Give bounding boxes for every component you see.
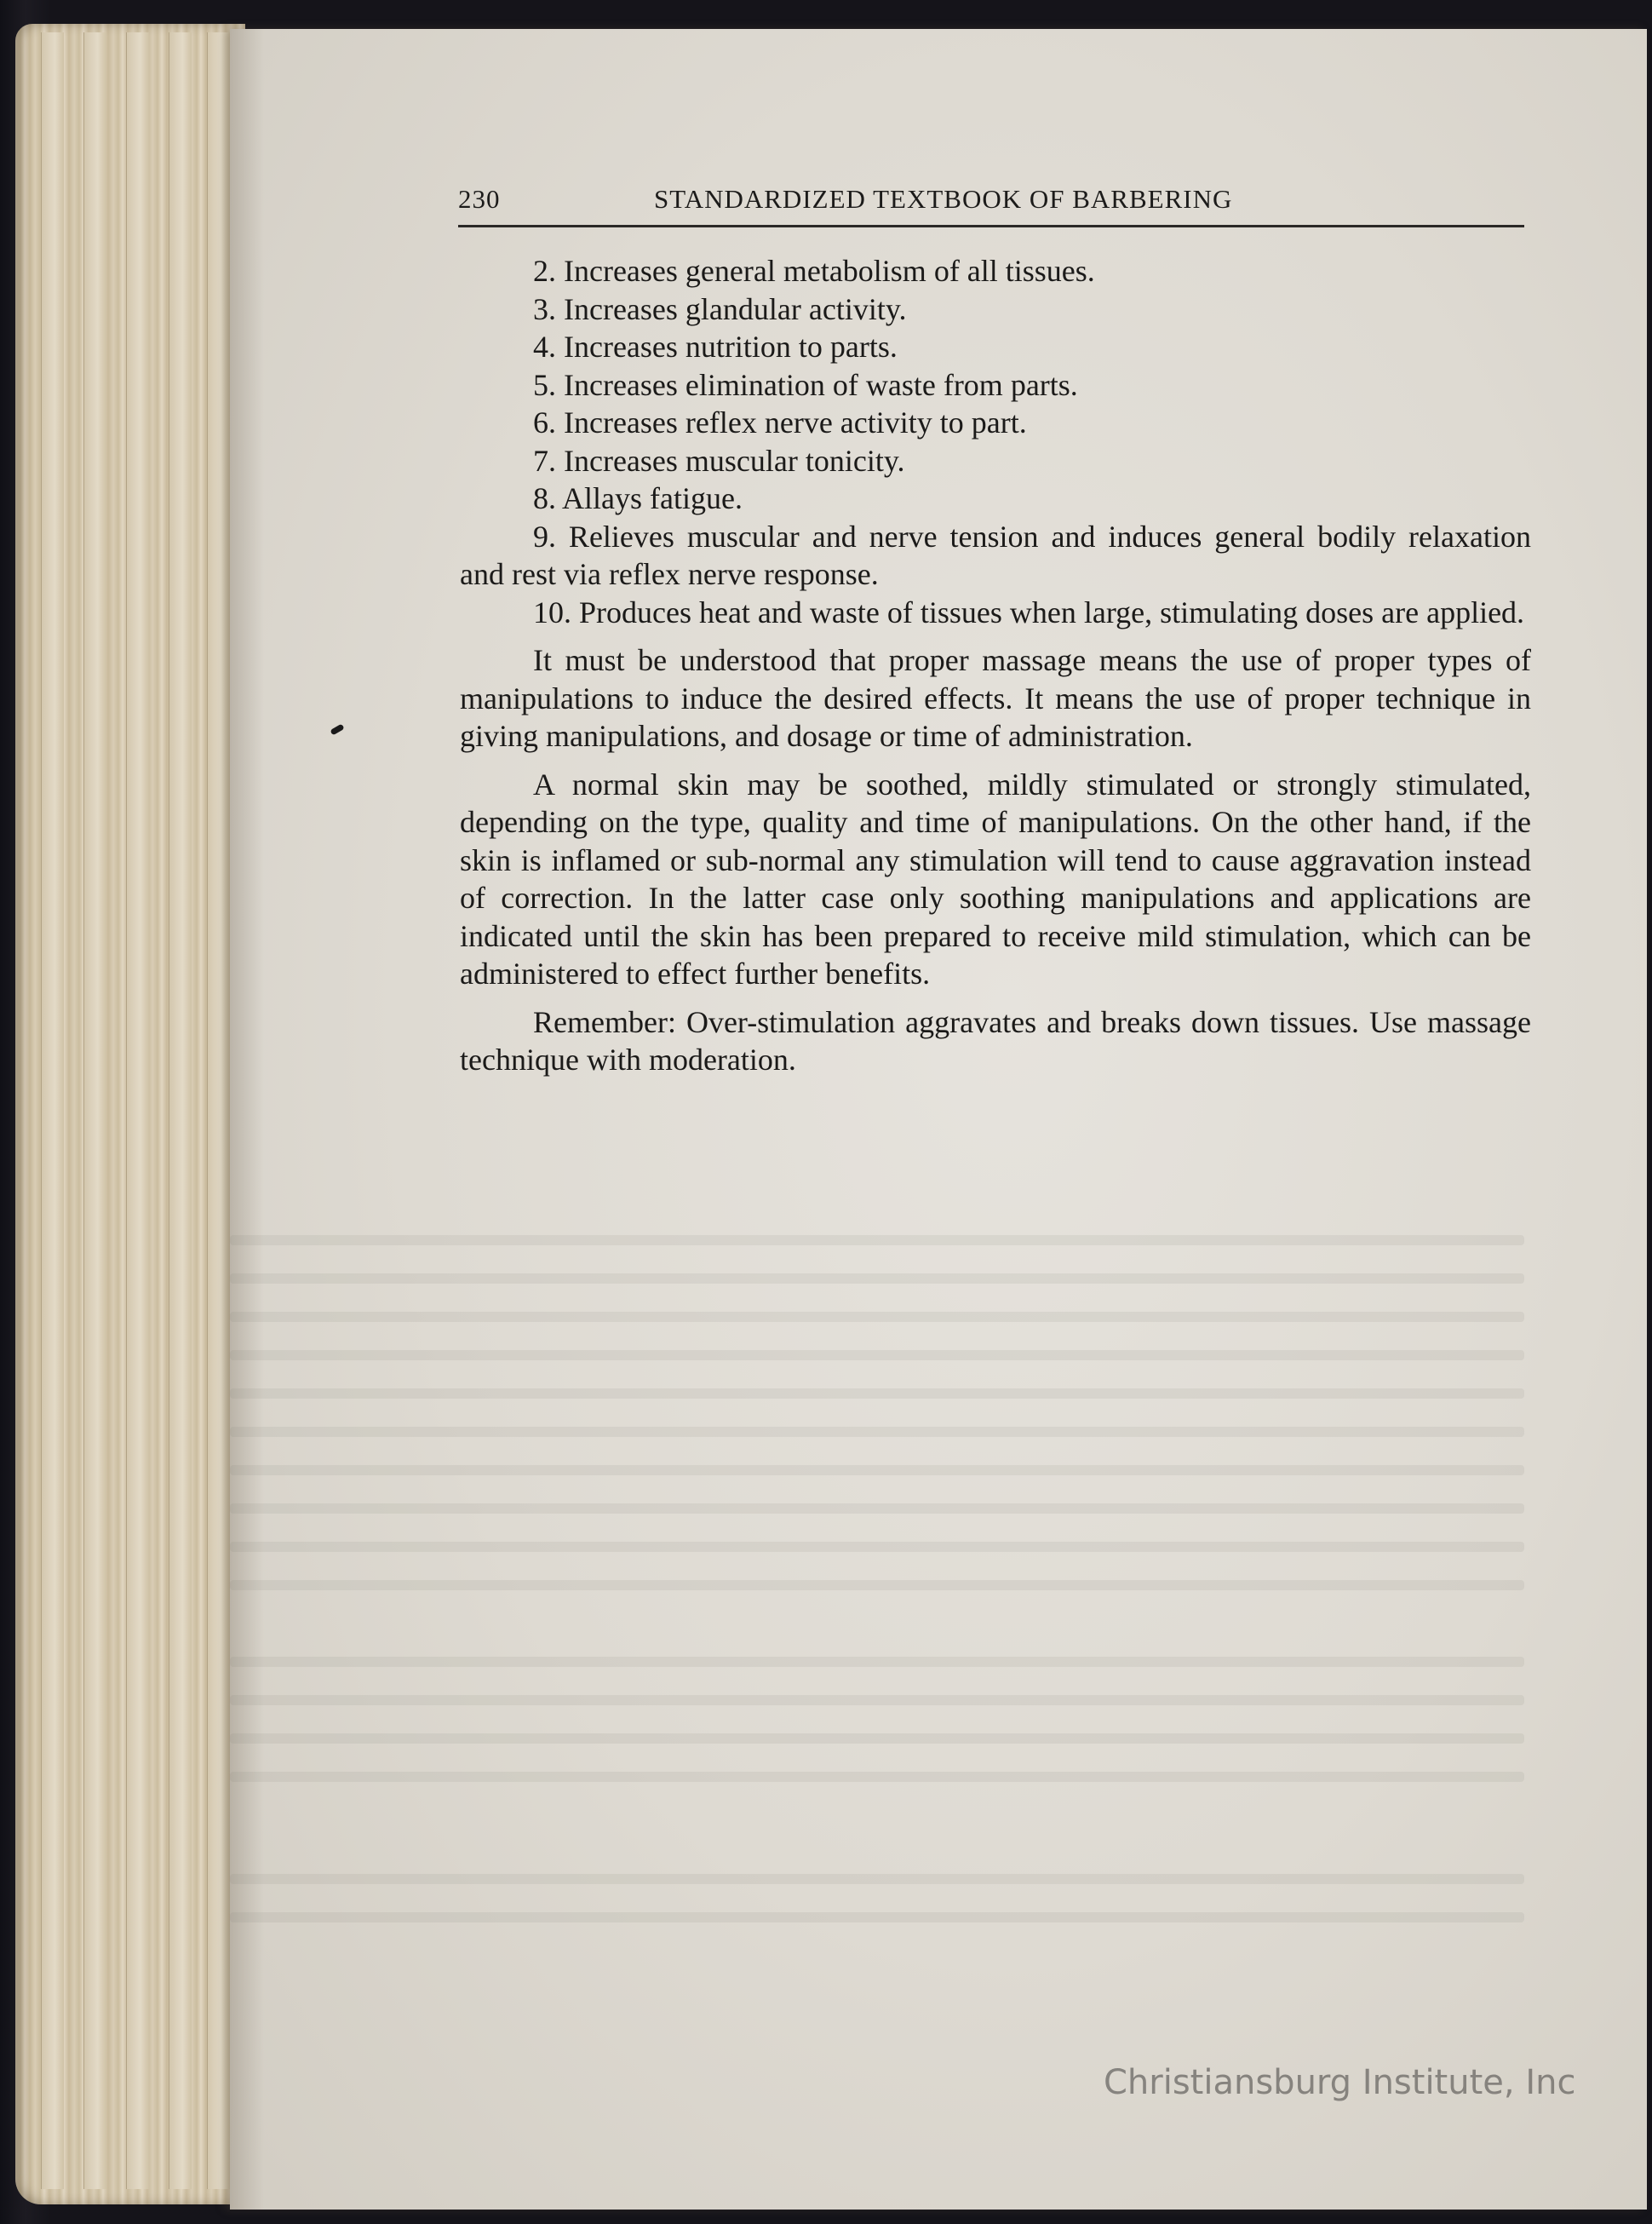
paragraph: It must be understood that proper massage means the use of proper types of manipulations to induce the desired effects. It means the use of proper technique in giving manipulations, and dosage or time of administration. — [460, 643, 1531, 753]
page-number: 230 — [458, 184, 501, 214]
running-title: STANDARDIZED TEXTBOOK OF BARBERING — [654, 184, 1233, 214]
list-item: 9. Relieves muscular and nerve tension and induces general bodily relaxation and rest via reflex nerve response. — [460, 519, 1531, 591]
bleed-through-line — [230, 1580, 1524, 1590]
bleed-through-line — [230, 1772, 1524, 1782]
paragraph-gap — [460, 756, 1531, 766]
list-item: 4. Increases nutrition to parts. — [533, 330, 898, 364]
list-item: 10. Produces heat and waste of tissues when large, stimulating doses are applied. — [533, 595, 1525, 629]
page-edge-strip — [41, 32, 64, 2189]
page-edges — [15, 24, 245, 2204]
bleed-through-line — [230, 1542, 1524, 1552]
list-item: 6. Increases reflex nerve activity to part. — [533, 405, 1027, 440]
list-item: 5. Increases elimination of waste from parts. — [533, 367, 1078, 402]
paragraph-gap — [460, 993, 1531, 1003]
bleed-through-line — [230, 1657, 1524, 1667]
list-item: 2. Increases general metabolism of all tissues. — [533, 254, 1095, 288]
page-edge-strip — [207, 32, 230, 2189]
watermark: Christiansburg Institute, Inc — [1104, 2063, 1576, 2102]
page-edge-strip — [83, 32, 106, 2189]
body-text — [460, 252, 1531, 1079]
bleed-through-line — [230, 1465, 1524, 1475]
bleed-through-line — [230, 1427, 1524, 1437]
paragraph: Remember: Over-stimulation aggravates and breaks down tissues. Use massage technique with moderation. — [460, 1004, 1531, 1077]
page-edge-strip — [126, 32, 149, 2189]
bleed-through-line — [230, 1503, 1524, 1514]
bleed-through-line — [230, 1350, 1524, 1360]
bleed-through-line — [230, 1733, 1524, 1744]
list-item: 7. Increases muscular tonicity. — [533, 443, 905, 478]
bleed-through-line — [230, 1874, 1524, 1884]
bleed-through-line — [230, 1695, 1524, 1705]
list-item: 3. Increases glandular activity. — [533, 291, 907, 326]
bleed-through-line — [230, 1388, 1524, 1399]
page-edge-strip — [169, 32, 192, 2189]
list-item: 8. Allays fatigue. — [533, 481, 743, 515]
bleed-through-line — [230, 1273, 1524, 1284]
page-header — [458, 181, 1524, 227]
paragraph: A normal skin may be soothed, mildly stimulated or strongly stimulated, depending on the type, quality and time of manipulations. On the other hand, if the skin is inflamed or sub-normal any stimulation will tend to cause aggravation instead of correction. In the latter case only soothing manipulations and applications are indicated until the skin has been prepared to receive mild stimulation, which can be administered to effect further benefits. — [460, 767, 1531, 991]
paragraph-gap — [460, 631, 1531, 641]
bleed-through-line — [230, 1312, 1524, 1322]
bleed-through-line — [230, 1235, 1524, 1245]
bleed-through-line — [230, 1912, 1524, 1922]
